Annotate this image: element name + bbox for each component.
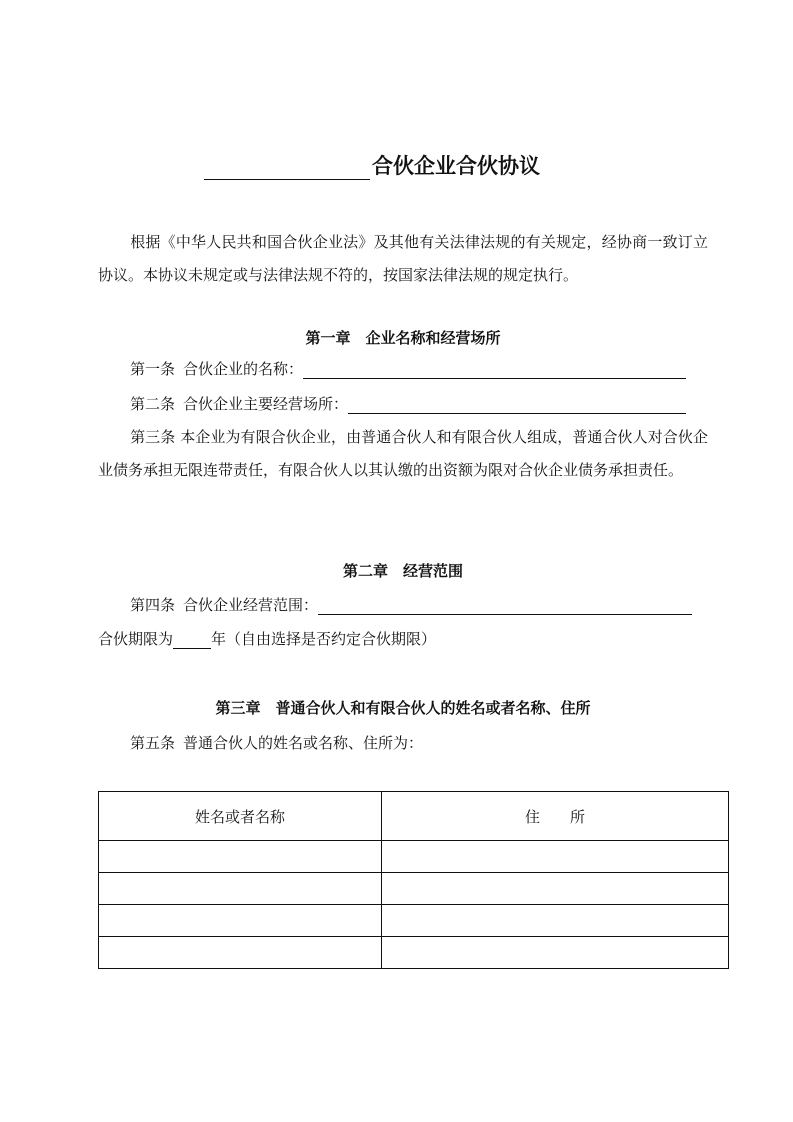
chapter-2-heading: 第二章 经营范围 [342,562,463,580]
title-text: 合伙企业合伙协议 [372,153,540,178]
partner-address-cell[interactable] [382,905,729,937]
document-title [204,150,540,180]
table-row [99,873,729,905]
header-name: 姓名或者名称 [99,792,382,841]
header-address: 住 所 [382,792,729,841]
chapter-1-heading: 第一章 企业名称和经营场所 [305,329,501,347]
table-row [99,905,729,937]
chapter-3-heading: 第三章 普通合伙人和有限合伙人的姓名或者名称、住所 [215,699,591,717]
enterprise-name-blank[interactable] [303,361,686,379]
table-header-row [99,792,729,841]
partner-name-cell[interactable] [99,905,382,937]
term-years-blank[interactable] [173,631,211,649]
article-1-text: 合伙企业的名称： [183,360,304,378]
article-4-text: 合伙企业经营范围： [183,596,319,614]
article-4 [130,594,692,615]
term-suffix: 年（自由选择是否约定合伙期限） [211,630,437,648]
partner-address-cell[interactable] [382,937,729,969]
article-1-number: 第一条 [130,360,176,378]
article-1 [130,358,686,379]
partnership-term [98,628,436,649]
business-place-blank[interactable] [348,396,686,414]
term-prefix: 合伙期限为 [98,630,174,648]
article-2-text: 合伙企业主要经营场所： [183,395,349,413]
general-partners-table [98,791,729,969]
partner-name-cell[interactable] [99,937,382,969]
table-row [99,841,729,873]
partner-address-cell[interactable] [382,873,729,905]
article-5 [130,732,423,753]
partner-address-cell[interactable] [382,841,729,873]
article-2-number: 第二条 [130,395,176,413]
article-3-number: 第三条 [130,428,176,446]
preamble-paragraph [98,226,708,292]
article-4-number: 第四条 [130,596,176,614]
article-3 [98,421,708,487]
partner-name-cell[interactable] [99,873,382,905]
preamble-text: 根据《中华人民共和国合伙企业法》及其他有关法律法规的有关规定，经协商一致订立协议。本协议未规定或与法律法规不符的，按国家法律法规的规定执行。 [98,233,708,284]
business-scope-blank[interactable] [318,597,692,615]
partner-name-cell[interactable] [99,841,382,873]
article-5-text: 普通合伙人的姓名或名称、住所为： [183,734,424,752]
article-3-text: 本企业为有限合伙企业，由普通合伙人和有限合伙人组成，普通合伙人对合伙企业债务承担无限连带责任，有限合伙人以其认缴的出资额为限对合伙企业债务承担责任。 [98,428,708,479]
title-blank-line[interactable] [204,157,370,180]
article-2 [130,393,686,414]
table-row [99,937,729,969]
article-5-number: 第五条 [130,734,176,752]
